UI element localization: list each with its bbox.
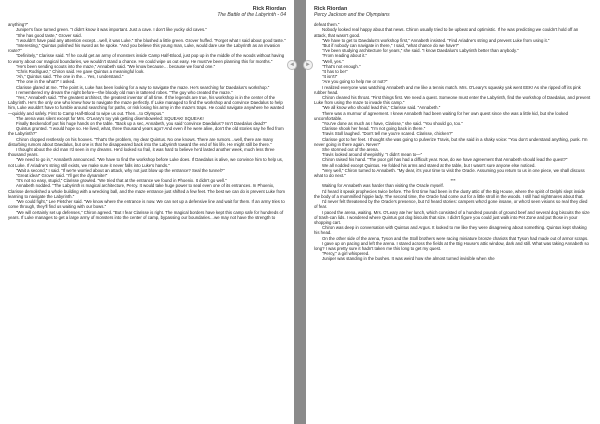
paragraph: Nobody looked real happy about that news. Chiron usually tried to be upbeat and optimistic. If he was predicting we couldn't hold off an attack, that wasn't good. — [314, 27, 579, 38]
paragraph: Chiron raised his hand. "The poor girl has had a difficult year. Now, do we have agreement that Annabeth should lead the quest?" — [322, 157, 568, 163]
paragraph: Clarisse glared at me. "The point is, Luke has been looking for a way to navigate the maze. He's searching for Daedalus's workshop." — [16, 84, 270, 90]
paragraph: There was a murmur of agreement. I knew Annabeth had been waiting for her own quest since she was a little kid, but she looked uncomfortable. — [314, 110, 569, 121]
paragraph: "Interesting," Quintus polished his sword as he spoke. "And you believe this young man, Luke, would dare use the Labyrinth as an invasion route?" — [8, 43, 280, 54]
paragraph: "From reading about it." — [322, 53, 368, 59]
paragraph: "It's not so easy, stupid," Clarisse growled. "We tried that at the entrance we found in Phoenix. It didn't go well." — [16, 178, 227, 184]
paragraph: "I wouldn't have paid any attention except…well, it was Luke." She blushed a little green. Grover huffed. "Forget what I said about good taste." — [16, 37, 286, 43]
paragraph: I remembered my dream the night before—the bloody old man in tattered robes. "The guy who created the maze." — [16, 89, 233, 95]
paragraph: "Percy," a girl whispered. — [322, 251, 370, 257]
paragraph: Travis Stoll laughed. "Don't tell me you're scared. Clarisse, chicken?" — [322, 131, 453, 137]
paragraph: "He's been sending scouts into the maze," Annabeth said. "We know because… because we found one." — [16, 63, 216, 69]
paragraph: Waiting for Annabeth was harder than visiting the Oracle myself. — [322, 183, 444, 189]
right-page-header — [314, 7, 592, 18]
paragraph: "We will certainly set up defenses," Chiron agreed. "But I fear Clarisse is right. The magical borders have kept this camp safe for hundreds of years. If Luke manages to get a large army of monsters into the center of camp, bypassing our boundaries…we may not have the strength to — [8, 209, 284, 220]
paragraph: Juniper was standing in the bushes. It was weird how she almost turned invisible when she — [322, 256, 495, 262]
paragraph: "Very well," Chiron turned to Annabeth. "My dear, it's your time to visit the Oracle. Assuming you return to us in one piece, we shall discuss what to do next." — [314, 167, 585, 179]
paragraph: "We have to get to Daedalus's workshop first," Annabeth insisted. "Find Ariadne's string and prevent Luke from using it." — [322, 37, 550, 43]
paragraph: Clarisse got to her feet. I thought she was going to pulverize Travis, but she said in a shaky voice: "You don't understand anything, punk. I'm never going in there again. Never!" — [314, 136, 588, 147]
paragraph: "Ah," Quintus said. "The one in the… Yes, I understand." — [16, 74, 124, 80]
next-page-icon[interactable]: ► — [303, 60, 313, 70]
left-page-author: Rick Riordan — [252, 6, 286, 12]
paragraph: Quintus grunted. "I would hope so. He lived, what, three thousand years ago? And even if he were alive, don't the old stories say he fled from the Labyrinth?" — [8, 126, 284, 137]
paragraph: "It has to be!" — [322, 69, 348, 75]
paragraph: "Yes," Annabeth said. "The greatest architect, the greatest inventor of all time. If the legends are true, his workshop is in the center of the Labyrinth. He's the only one who knew how to navigate the maze perfectly. If Luke managed to find the workshop and convince Daedalus to help him, Luke wouldn't have to fumble around searching for paths, or risk losing his army in the maze's traps. He could navigate anywhere he wanted—quickly and safely. First to Camp Half-Blood to wipe us out. Then…to Olympus." — [8, 95, 284, 116]
paragraph: I'd never felt threatened by the Oracle's presence, but I'd heard stories: campers who'd gone insane, or who'd seen visions so real they died of fear. — [314, 199, 588, 210]
paragraph: Clarisse shook her head. "I'm not going back in there." — [322, 126, 426, 132]
left-page-header — [8, 7, 286, 18]
paragraph: "Are you going to help me or not?" — [322, 79, 388, 85]
paragraph: Chiron cleared his throat. "First things first. We need a quest. Someone must enter the Labyrinth, find the workshop of Daedalus, and prevent Luke from using the maze to invade this camp." — [314, 95, 591, 106]
paragraph: "Chris Rodriguez," Chiron said. He gave Quintus a meaningful look. — [16, 69, 145, 75]
paragraph: I gave up on pacing and left the arena. I stared across the fields at the Big House's attic window, dark and still. What was taking Annabeth so long? I was pretty sure it hadn't taken me this long to get my quest. — [314, 240, 589, 251]
paragraph: Annabeth nodded. "The Labyrinth is magical architecture, Percy. It would take huge power to seal even one of its entrances. In Phoenix, Clarisse demolished a whole building with a wrecking ball, and the maze entrance just shifted a few feet. The best we can do is prevent Luke from learning to navigate the Labyrinth." — [8, 183, 285, 199]
paragraph: "Well, yes." — [322, 58, 344, 64]
paragraph: I paced the arena, waiting. Mrs. O'Leary ate her lunch, which consisted of a hundred pounds of ground beef and several dog biscuits the size of trash-can lids. I wondered where Quintus got dog biscuits that size. I didn't figure you could just walk into Pet Zone and put those in your shopping cart. — [314, 209, 590, 225]
left-page-body — [8, 22, 286, 220]
previous-page-icon[interactable]: ◄ — [287, 60, 297, 70]
paragraph: "I've been studying architecture for years," she said. "I know Daedalus's Labyrinth better than anybody." — [322, 48, 519, 54]
right-page-author: Rick Riordan — [314, 6, 348, 12]
paragraph: "But if nobody can navigate in there," I said, "what chance do we have?" — [322, 43, 460, 48]
paragraph: On the other side of the arena, Tyson and the Stoll brothers were racing miniature bronze chariots that Tyson had made out of armor scraps. — [322, 235, 589, 241]
paragraph: *** — [450, 178, 456, 184]
paragraph: anything?" — [8, 22, 29, 28]
paragraph: I'd heard it speak prophecies twice before. The first time had been in the dusty attic of the Big House, where the spirit of Delphi slept inside the body of a mummified hippie lady. The second time, the Oracle had come out for a little stroll in the woods. I still had nightmares about that. — [314, 188, 585, 199]
paragraph: Juniper's face turned green. "I didn't know it was important. Just a cave. I don't like yucky old caves." — [16, 27, 207, 33]
paragraph: "It isn't!" — [322, 74, 338, 80]
paragraph: "We all know who should lead this," Clarisse said. "Annabeth." — [322, 105, 441, 111]
paragraph: Chiron was deep in conversation with Quintus and Argus. It looked to me like they were disagreeing about something. Quintus kept shaking his head. — [314, 225, 587, 236]
right-page-body — [314, 22, 592, 261]
paragraph: "We could fight," Lee Fletcher said. "We know where the entrance is now. We can set up a defensive line and wait for them. If an army tries to come through, they'll find us waiting with our bows." — [8, 199, 285, 210]
paragraph: "Great idea!" Grover said. "I'll get the dynamite!" — [16, 173, 108, 179]
left-page-book-title: The Battle of the Labyrinth - 04 — [217, 11, 286, 18]
paragraph: The arena was silent except for Mrs. O'Leary's toy yak getting disemboweled: SQUEAK! SQUEAK! — [16, 115, 204, 121]
paragraph: "Definitely," Clarisse said. "If he could get an army of monsters inside Camp Half-Blood, just pop up in the middle of the woods without having to worry about our magical boundaries, we wouldn't stand a chance. He could wipe us out easy. He must've been planning this for months." — [8, 53, 285, 64]
paragraph: "She has good taste," Grover said. — [16, 32, 82, 38]
paragraph: "The one in the what?" I asked. — [16, 79, 76, 85]
left-page — [0, 0, 294, 424]
paragraph: I realized everyone was watching Annabeth and me like a tennis match. Mrs. O'Leary's squeaky yak went EEK! As she ripped off its pink rubber head. — [314, 84, 581, 95]
paragraph: "You've done as much as I have, Clarisse," she said. "You should go, too." — [322, 121, 463, 127]
paragraph: defeat them." — [314, 22, 340, 28]
paragraph: I thought about the old man I'd seen in my dreams. He'd looked so frail, it was hard to believe he'd lasted another week, much less three thousand years. — [8, 147, 275, 158]
right-page-book-title: Percy Jackson and the Olympians — [314, 11, 390, 18]
right-page — [306, 0, 600, 424]
paragraph: We all nodded except Quintus. He folded his arms and stared at the table, but I wasn't sure anyone else noticed. — [322, 162, 536, 168]
paragraph: "Wait a second," I said. "If we're worried about an attack, why not just blow up the entrance? Seal the tunnel?" — [16, 167, 225, 173]
paragraph: Travis looked around sheepishly. "I didn't mean to—" — [322, 152, 423, 158]
paragraph: "We need to go in," Annabeth announced. "We have to find the workshop before Luke does. If Daedalus is alive, we convince him to help us, not Luke. If Ariadne's string still exists, we make sure it never falls into Luke's hands." — [8, 157, 283, 168]
paragraph: She stormed out of the arena. — [322, 147, 379, 153]
paragraph: Chiron clopped restlessly on his hooves. "That's the problem, my dear Quintus. No one knows. There are rumors…well, there are many disturbing rumors about Daedalus, but one is that he disappeared back into the Labyrinth toward the end of his life. He might still be there." — [8, 136, 274, 147]
paragraph: "That's not enough." — [322, 63, 361, 69]
paragraph: Finally Beckendorf put his huge hands on the table. "Back up a sec, Annabeth, you said 'convince Daedalus'? Isn't Daedalus dead?" — [16, 121, 267, 127]
